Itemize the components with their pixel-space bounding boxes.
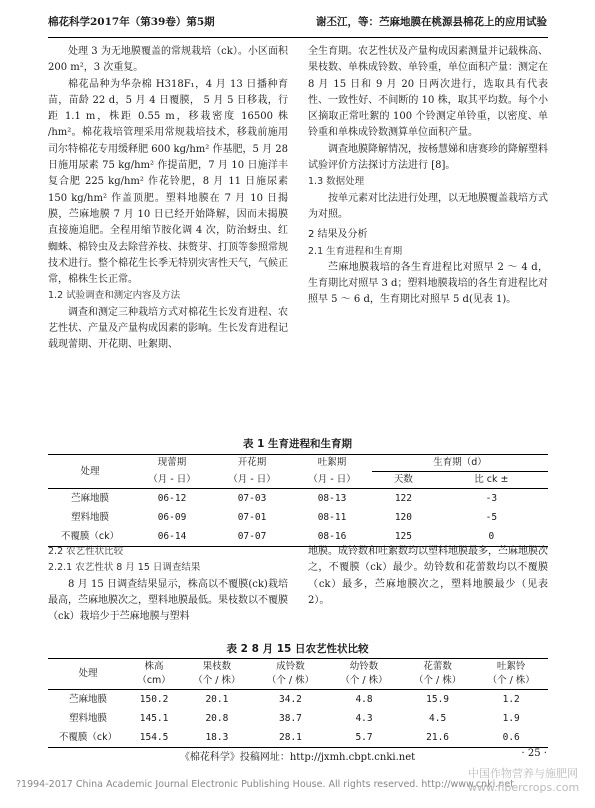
- left-column: [48, 44, 288, 354]
- table-row: [48, 489, 548, 509]
- table-cell: 06-14: [157, 531, 187, 542]
- table-cell: 38.7: [279, 713, 302, 724]
- article-running-title: 谢丕江，等：苎麻地膜在桃源县棉花上的应用试验: [316, 16, 547, 28]
- table-header: （月 - 日）: [308, 473, 356, 485]
- table-cell: 150.2: [139, 694, 169, 705]
- header-line: 花蕾数: [423, 661, 452, 672]
- table-cell: 0.6: [502, 732, 520, 743]
- table-caption: 表 2 8 月 15 日农艺性状比较: [226, 643, 369, 655]
- paragraph: 调查地膜降解情况，按杨慧娣和唐赛珍的降解塑料试验评价方法探讨方法进行 [8]。: [308, 143, 548, 172]
- copyright-line: ?1994-2017 China Academic Journal Electronic Publishing House. All rights reserved. http://www.cnki.net: [16, 779, 514, 790]
- table-cell: 21.6: [426, 732, 450, 743]
- header-line: 幼铃数: [349, 661, 379, 672]
- table-cell: 1.9: [502, 713, 520, 724]
- table-cell: 07-07: [237, 531, 267, 542]
- paragraph: 按单元素对比法进行处理，以无地膜覆盖栽培方式为对照。: [308, 192, 548, 220]
- table-caption: 表 1 生育进程和生育期: [242, 438, 353, 450]
- table-cell: 06-09: [157, 512, 187, 523]
- table-header: （月 - 日）: [148, 473, 196, 485]
- section-heading: 1.2 试验调查和测定内容及方法: [48, 290, 181, 302]
- watermark-line: 中国作物营养与施肥网: [468, 767, 578, 780]
- table-header: 处理: [48, 455, 132, 489]
- table-cell: 20.8: [205, 713, 229, 724]
- table-header: [254, 659, 328, 690]
- table-header: 现蕾期: [157, 457, 187, 469]
- header-line: 果枝数: [202, 661, 232, 672]
- table-row: [48, 728, 548, 748]
- table-cell: 苎麻地膜: [68, 694, 107, 705]
- table-growth-period: [48, 454, 548, 547]
- table-header: [128, 659, 180, 690]
- paragraph: 8 月 15 日调查结果显示，株高以不覆膜(ck)栽培最高，苎麻地膜次之，塑料地膜最低。果枝数以不覆膜（ck）栽培少于苎麻地膜与塑料: [48, 578, 288, 623]
- header-line: 处理: [78, 668, 98, 679]
- table-cell: 06-12: [157, 493, 187, 504]
- table-cell: 145.1: [139, 713, 169, 724]
- table-cell: 0: [488, 531, 495, 542]
- left-column-lower: [48, 544, 288, 625]
- table-cell: 苎麻地膜: [70, 493, 109, 504]
- table-cell: 28.1: [279, 732, 302, 743]
- section-heading: 2.2.1 农艺性状 8 月 15 日调查结果: [48, 562, 201, 574]
- right-column: [308, 44, 548, 309]
- table-cell: 125: [394, 531, 412, 542]
- section-heading: 2 结果及分析: [308, 229, 368, 241]
- table-header: 比 ck ±: [474, 474, 509, 485]
- paragraph: 调查和测定三种栽培方式对棉花生长发育进程、农艺性状、产量及产量构成因素的影响。生长发育进程记载现蕾期、开花期、吐絮期、: [48, 306, 288, 351]
- table-header: [180, 659, 254, 690]
- journal-issue: 棉花科学2017年（第39卷）第5期: [48, 16, 215, 28]
- table-row: [48, 709, 548, 728]
- table-cell: 塑料地膜: [68, 713, 107, 724]
- table-header: 生育期（d）: [372, 455, 548, 472]
- table-cell: 08-11: [317, 512, 347, 523]
- header-unit: （个 / 株）: [340, 675, 388, 686]
- right-column-lower: [308, 544, 548, 609]
- header-unit: （个 / 株）: [193, 675, 241, 686]
- table-cell: 20.1: [205, 694, 229, 705]
- table-header: （月 - 日）: [228, 473, 276, 485]
- table-header: [48, 659, 128, 690]
- table-header: [327, 659, 401, 690]
- section-heading: 1.3 数据处理: [308, 176, 365, 188]
- table-header: 开花期: [237, 457, 267, 469]
- section-heading: 2.2 农艺性状比较: [48, 546, 124, 557]
- paragraph: 苎麻地膜栽培的各生育进程比对照早 2 ～ 4 d，生育期比对照早 3 d；塑料地膜栽培的各生育进程比对照早 5 ～ 6 d，生育期比对照早 5 d(见表 1)。: [308, 261, 548, 306]
- section-heading: 2.1 生育进程和生育期: [308, 245, 403, 257]
- table-cell: 4.3: [355, 713, 373, 724]
- table-cell: 07-03: [237, 493, 267, 504]
- table-cell: 18.3: [205, 732, 229, 743]
- table-header: 天数: [393, 474, 413, 485]
- table-cell: 4.8: [355, 694, 373, 705]
- table-cell: 07-01: [237, 512, 267, 523]
- page-number: · 25 ·: [521, 748, 547, 759]
- table-cell: 不覆膜（ck）: [58, 732, 118, 743]
- table-cell: 34.2: [279, 694, 302, 705]
- table-cell: 不覆膜（ck）: [60, 531, 120, 542]
- table-cell: 08-16: [317, 531, 347, 542]
- table-cell: 5.7: [355, 732, 373, 743]
- table-cell: 122: [394, 493, 412, 504]
- header-line: 成铃数: [276, 661, 305, 672]
- table-header: 吐絮期: [317, 457, 347, 469]
- table-cell: 1.2: [502, 694, 520, 705]
- header-unit: （cm）: [137, 675, 171, 686]
- paragraph: 棉花品种为华杂棉 H318F₁，4 月 13 日播种育苗，苗龄 22 d，5 月 4 日覆膜， 5 月 5 日移栽，行距 1.1 m，株距 0.55 m，移栽密度 16500 株 /hm²。棉花栽培管理采用常规栽培技术，移栽前施用司尔特棉花专用缓释肥 600 kg/hm² 作基肥，5 月 28 日施用尿素 75 kg/hm² 作提苗肥，7 月 10 日施洋丰复合肥 225 kg/hm² 作花铃肥，8 月 11 日施尿素 150 kg/hm² 作盖顶肥。塑料地膜在 7 月 10 日揭膜，苎麻地膜 7 月 10 日已经开始降解，因而未揭膜直接施追肥。全程用缩节胺化调 4 次，防治蚜虫、红蜘蛛、棉铃虫及去除营养枝、抹赘芽、打顶等参照常规技术进行。整个棉花生长季无特别灾害性天气，气候正常，棉株生长正常。: [48, 78, 288, 286]
- running-header: [0, 14, 595, 34]
- paragraph: 全生育期。农艺性状及产量构成因素测量并记载株高、果枝数、单株成铃数、单铃重，单位面积产量：测定在 8 月 15 日和 9 月 20 日两次进行，选取具有代表性、一致性好、不间断的 10 株，取其平均数。每个小区摘取正常吐絮的 100 个铃测定单铃重，以密度、单铃重和单株成铃数测算单位面积产量。: [308, 46, 548, 139]
- watermark: [468, 767, 579, 795]
- table-cell: 08-13: [317, 493, 347, 504]
- paragraph: 处理 3 为无地膜覆盖的常规栽培（ck）。小区面积 200 m²，3 次重复。: [48, 46, 288, 74]
- header-unit: （个 / 株）: [266, 675, 315, 686]
- table-cell: 塑料地膜: [70, 512, 109, 523]
- table-cell: 154.5: [139, 732, 169, 743]
- header-line: 株高: [144, 661, 164, 672]
- table-header: [401, 659, 475, 690]
- table-agronomic-traits: [48, 658, 548, 748]
- table-cell: -3: [485, 493, 498, 504]
- table-cell: 4.5: [429, 713, 447, 724]
- paragraph: 地膜。成铃数和吐絮数均以塑料地膜最多，苎麻地膜次之，不覆膜（ck）最少。幼铃数和花蕾数均以不覆膜（ck）最多，苎麻地膜次之，塑料地膜最少（见表 2）。: [308, 546, 548, 606]
- header-line: 吐絮铃: [496, 661, 526, 672]
- header-unit: （个 / 株）: [413, 675, 462, 686]
- table-cell: 15.9: [426, 694, 450, 705]
- table-header: [474, 659, 548, 690]
- header-unit: （个 / 株）: [487, 675, 535, 686]
- table-row: [48, 690, 548, 710]
- submission-url: 《棉花科学》投稿网址：http://jxmh.cbpt.cnki.net: [179, 752, 416, 763]
- header-rule: [48, 37, 548, 38]
- table-cell: 120: [394, 512, 412, 523]
- table-row: [48, 508, 548, 527]
- watermark-line: www.fibercrops.com: [468, 781, 580, 794]
- table-cell: -5: [485, 512, 498, 523]
